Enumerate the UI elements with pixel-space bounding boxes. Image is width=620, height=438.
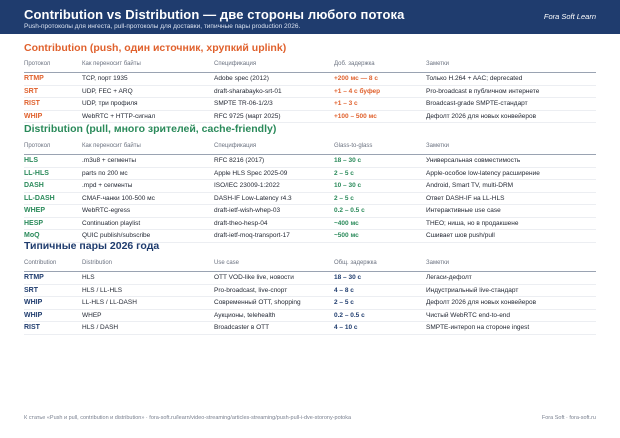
latency-cell: 0.2 – 0.5 с bbox=[334, 205, 426, 218]
notes-cell: Дефолт 2026 для новых конвейеров bbox=[426, 297, 596, 310]
latency-cell: 2 – 5 с bbox=[334, 192, 426, 205]
notes-cell: Broadcast-grade SMPTE-стандарт bbox=[426, 98, 596, 111]
contribution-cell: WHIP bbox=[24, 309, 82, 322]
protocol-cell: RIST bbox=[24, 98, 82, 111]
table-row bbox=[24, 272, 596, 285]
transport-cell: .m3u8 + сегменты bbox=[82, 155, 214, 168]
table-header-row bbox=[24, 257, 596, 272]
distribution-cell: WHEP bbox=[82, 309, 214, 322]
column-header: Glass-to-glass bbox=[334, 140, 426, 155]
spec-cell: draft-ietf-wish-whep-03 bbox=[214, 205, 334, 218]
protocol-cell: HESP bbox=[24, 217, 82, 230]
protocol-cell: HLS bbox=[24, 155, 82, 168]
latency-cell: 4 – 8 с bbox=[334, 284, 426, 297]
table-row bbox=[24, 322, 596, 335]
spec-cell: Adobe spec (2012) bbox=[214, 73, 334, 86]
latency-cell: 2 – 5 с bbox=[334, 167, 426, 180]
notes-cell: Универсальная совместимость bbox=[426, 155, 596, 168]
latency-cell: +1 – 4 с буфер bbox=[334, 85, 426, 98]
table-header-row bbox=[24, 58, 596, 73]
header-banner bbox=[0, 0, 620, 34]
column-header: Заметки bbox=[426, 257, 596, 272]
section-title-pairs: Типичные пары 2026 года bbox=[24, 240, 160, 252]
table-row bbox=[24, 110, 596, 123]
table-row bbox=[24, 284, 596, 297]
contribution-cell: RTMP bbox=[24, 272, 82, 285]
table-row bbox=[24, 192, 596, 205]
brand-label: Fora Soft Learn bbox=[543, 12, 596, 21]
latency-cell: ~500 мс bbox=[334, 230, 426, 243]
protocol-cell: WHEP bbox=[24, 205, 82, 218]
contribution-cell: WHIP bbox=[24, 297, 82, 310]
contribution-cell: SRT bbox=[24, 284, 82, 297]
spec-cell: DASH-IF Low-Latency r4.3 bbox=[214, 192, 334, 205]
latency-cell: 0.2 – 0.5 с bbox=[334, 309, 426, 322]
latency-cell: 10 – 30 с bbox=[334, 180, 426, 193]
notes-cell: Pro-broadcast в публичном интернете bbox=[426, 85, 596, 98]
table-row bbox=[24, 98, 596, 111]
table-row bbox=[24, 217, 596, 230]
notes-cell: Сшивает шов push/pull bbox=[426, 230, 596, 243]
table-row bbox=[24, 180, 596, 193]
distribution-cell: HLS / LL-HLS bbox=[82, 284, 214, 297]
column-header: Спецификация bbox=[214, 140, 334, 155]
table-row bbox=[24, 309, 596, 322]
contribution-cell: RIST bbox=[24, 322, 82, 335]
distribution-cell: HLS bbox=[82, 272, 214, 285]
usecase-cell: Современный OTT, shopping bbox=[214, 297, 334, 310]
notes-cell: Дефолт 2026 для новых конвейеров bbox=[426, 110, 596, 123]
notes-cell: Чистый WebRTC end-to-end bbox=[426, 309, 596, 322]
column-header: Доб. задержка bbox=[334, 58, 426, 73]
protocol-cell: SRT bbox=[24, 85, 82, 98]
notes-cell: THEO; ниша, но в продакшене bbox=[426, 217, 596, 230]
transport-cell: .mpd + сегменты bbox=[82, 180, 214, 193]
notes-cell: Apple-особое low-latency расширение bbox=[426, 167, 596, 180]
distribution-cell: LL-HLS / LL-DASH bbox=[82, 297, 214, 310]
protocol-cell: WHIP bbox=[24, 110, 82, 123]
spec-cell: draft-ietf-moq-transport-17 bbox=[214, 230, 334, 243]
table-row bbox=[24, 205, 596, 218]
transport-cell: WebRTC-egress bbox=[82, 205, 214, 218]
latency-cell: 18 – 30 с bbox=[334, 272, 426, 285]
column-header: Протокол bbox=[24, 58, 82, 73]
table-row bbox=[24, 73, 596, 86]
spec-cell: RFC 9725 (март 2025) bbox=[214, 110, 334, 123]
usecase-cell: Аукционы, telehealth bbox=[214, 309, 334, 322]
distribution-table bbox=[24, 140, 596, 243]
table-row bbox=[24, 297, 596, 310]
notes-cell: Индустриальный live-стандарт bbox=[426, 284, 596, 297]
notes-cell: SMPTE-интероп на стороне ingest bbox=[426, 322, 596, 335]
footer-brand[interactable]: Fora Soft · fora-soft.ru bbox=[541, 415, 596, 421]
transport-cell: QUIC publish/subscribe bbox=[82, 230, 214, 243]
usecase-cell: Pro-broadcast, live-спорт bbox=[214, 284, 334, 297]
contribution-table bbox=[24, 58, 596, 123]
notes-cell: Только H.264 + AAC; deprecated bbox=[426, 73, 596, 86]
latency-cell: 4 – 10 с bbox=[334, 322, 426, 335]
column-header: Протокол bbox=[24, 140, 82, 155]
latency-cell: 18 – 30 с bbox=[334, 155, 426, 168]
transport-cell: WebRTC + HTTP-сигнал bbox=[82, 110, 214, 123]
latency-cell: +1 – 3 с bbox=[334, 98, 426, 111]
spec-cell: draft-theo-hesp-04 bbox=[214, 217, 334, 230]
latency-cell: +100 – 500 мс bbox=[334, 110, 426, 123]
table-header-row bbox=[24, 140, 596, 155]
column-header: Как переносит байты bbox=[82, 58, 214, 73]
notes-cell: Легаси-дефолт bbox=[426, 272, 596, 285]
transport-cell: CMAF-чанки 100-500 мс bbox=[82, 192, 214, 205]
page-title: Contribution vs Distribution — две стороны любого потока bbox=[24, 7, 405, 22]
spec-cell: Apple HLS Spec 2025-09 bbox=[214, 167, 334, 180]
page-subtitle: Push-протоколы для ингеста, pull-протоколы для доставки, типичные пары production 2026. bbox=[24, 23, 301, 30]
protocol-cell: LL-DASH bbox=[24, 192, 82, 205]
section-title-contribution: Contribution (push, один источник, хрупкий uplink) bbox=[24, 42, 287, 54]
notes-cell: Интерактивные use case bbox=[426, 205, 596, 218]
spec-cell: SMPTE TR-06-1/2/3 bbox=[214, 98, 334, 111]
column-header: Заметки bbox=[426, 140, 596, 155]
column-header: Заметки bbox=[426, 58, 596, 73]
table-row bbox=[24, 167, 596, 180]
usecase-cell: OTT VOD-like live, новости bbox=[214, 272, 334, 285]
usecase-cell: Broadcaster в OTT bbox=[214, 322, 334, 335]
spec-cell: draft-sharabayko-srt-01 bbox=[214, 85, 334, 98]
notes-cell: Ответ DASH-IF на LL-HLS bbox=[426, 192, 596, 205]
column-header: Contribution bbox=[24, 257, 82, 272]
column-header: Distribution bbox=[82, 257, 214, 272]
spec-cell: RFC 8216 (2017) bbox=[214, 155, 334, 168]
latency-cell: ~400 мс bbox=[334, 217, 426, 230]
column-header: Общ. задержка bbox=[334, 257, 426, 272]
protocol-cell: LL-HLS bbox=[24, 167, 82, 180]
table-row bbox=[24, 155, 596, 168]
latency-cell: 2 – 5 с bbox=[334, 297, 426, 310]
protocol-cell: MoQ bbox=[24, 230, 82, 243]
column-header: Use case bbox=[214, 257, 334, 272]
transport-cell: UDP, FEC + ARQ bbox=[82, 85, 214, 98]
transport-cell: UDP, три профиля bbox=[82, 98, 214, 111]
spec-cell: ISO/IEC 23009-1:2022 bbox=[214, 180, 334, 193]
notes-cell: Android, Smart TV, multi-DRM bbox=[426, 180, 596, 193]
column-header: Спецификация bbox=[214, 58, 334, 73]
pairs-table bbox=[24, 257, 596, 335]
protocol-cell: DASH bbox=[24, 180, 82, 193]
table-row bbox=[24, 85, 596, 98]
transport-cell: Continuation playlist bbox=[82, 217, 214, 230]
section-title-distribution: Distribution (pull, много зрителей, cache-friendly) bbox=[24, 123, 277, 135]
protocol-cell: RTMP bbox=[24, 73, 82, 86]
column-header: Как переносит байты bbox=[82, 140, 214, 155]
transport-cell: parts по 200 мс bbox=[82, 167, 214, 180]
transport-cell: TCP, порт 1935 bbox=[82, 73, 214, 86]
footer-source-link[interactable]: К статье «Push и pull, contribution и distribution» · fora-soft.ru/learn/video-streaming/articles-streaming/push-pull-i-dve-storony-potoka bbox=[24, 415, 352, 421]
latency-cell: +200 мс — 8 с bbox=[334, 73, 426, 86]
distribution-cell: HLS / DASH bbox=[82, 322, 214, 335]
